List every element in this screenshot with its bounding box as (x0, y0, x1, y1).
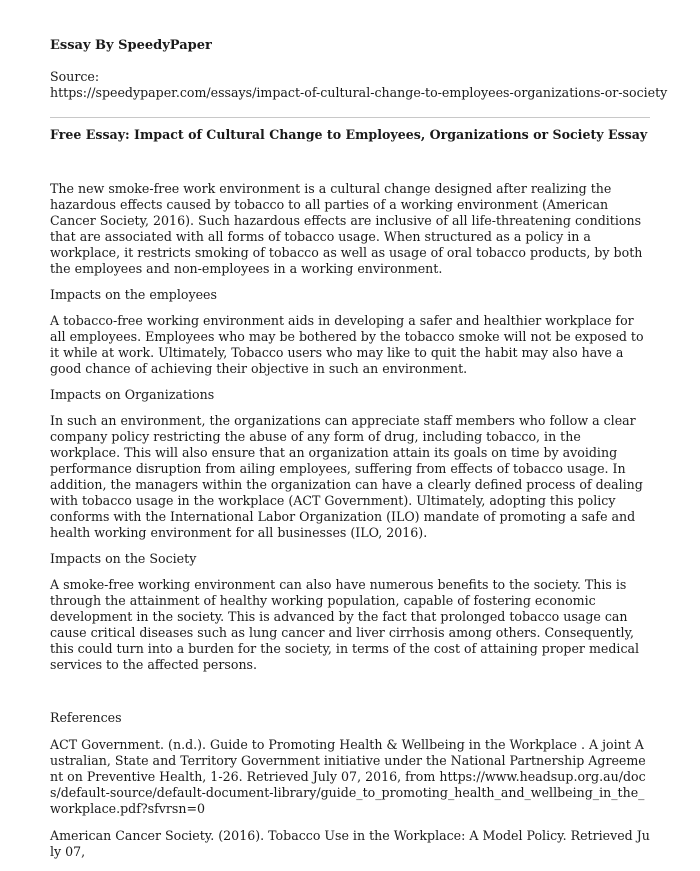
section-heading-employees: Impacts on the employees (50, 287, 217, 302)
document-page (50, 38, 668, 871)
references-heading: References (50, 710, 122, 725)
intro-paragraph: The new smoke-free work environment is a cultural change designed after realizing the hazardous effects caused by tobacco to all parties of a working environment (American Cancer Society, 2016). Such hazardous effects are inclusive of all life-threatening conditions that are associated with all forms of tobacco usage. When structured as a policy in a workplace, it restricts smoking of tobacco as well as usage of oral tobacco products, by both the employees and non-employees in a working environment. (50, 181, 643, 276)
section-heading-society: Impacts on the Society (50, 551, 197, 566)
reference-item: ACT Government. (n.d.). Guide to Promoting Health & Wellbeing in the Workplace . A joint Australian, State and Territory Government initiative under the National Partnership Agreement on Preventive Health, 1-26. Retrieved July 07, 2016, from https://www.headsup.org.au/docs/default-source/default-document-library/guide_to_promoting_health_and_wellbeing_in_the_workplace.pdf?sfvrsn=0 (50, 737, 646, 816)
essay-body (50, 181, 650, 860)
essay-title: Free Essay: Impact of Cultural Change to Employees, Organizations or Society Essay (50, 127, 648, 142)
header-divider (50, 117, 650, 118)
section-body-organizations: In such an environment, the organizations can appreciate staff members who follow a clear company policy restricting the abuse of any form of drug, including tobacco, in the workplace. This will also ensure that an organization attain its goals on time by avoiding performance disruption from ailing employees, suffering from effects of tobacco usage. In addition, the managers within the organization can have a clearly defined process of dealing with tobacco usage in the workplace (ACT Government). Ultimately, adopting this policy conforms with the International Labor Organization (ILO) mandate of promoting a safe and health working environment for all businesses (ILO, 2016). (50, 413, 643, 540)
section-body-society: A smoke-free working environment can also have numerous benefits to the society. This is through the attainment of healthy working population, capable of fostering economic development in the society. This is advanced by the fact that prolonged tobacco usage can cause critical diseases such as lung cancer and liver cirrhosis among others. Consequently, this could turn into a burden for the society, in terms of the cost of attaining proper medical services to the affected persons. (50, 577, 640, 672)
section-heading-organizations: Impacts on Organizations (50, 387, 215, 402)
source-label: Source: (50, 69, 100, 84)
section-body-employees: A tobacco-free working environment aids in developing a safer and healthier workplace for all employees. Employees who may be bothered by the tobacco smoke will not be exposed to it while at work. Ultimately, Tobacco users who may like to quit the habit may also have a good chance of achieving their objective in such an environment. (50, 313, 644, 376)
reference-item: American Cancer Society. (2016). Tobacco Use in the Workplace: A Model Policy. Retrieved July 07, (50, 828, 650, 859)
document-header-title: Essay By SpeedyPaper (50, 38, 212, 53)
source-url: https://speedypaper.com/essays/impact-of-cultural-change-to-employees-organizations-or-society (50, 85, 668, 100)
